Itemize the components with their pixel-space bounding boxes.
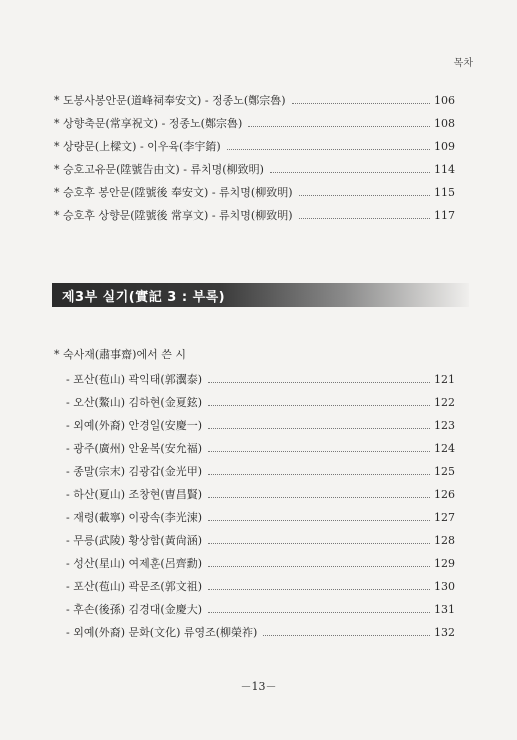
toc-entry-title: * 도봉사봉안문(道峰祠奉安文) - 정종노(鄭宗魯) <box>54 94 286 107</box>
toc-entry-page: 131 <box>434 603 455 616</box>
toc-entry-title: * 승호고유문(陞號告由文) - 류치명(柳致明) <box>54 163 264 176</box>
toc-entry-title: - 성산(星山) 여제훈(呂齊勳) <box>66 557 203 570</box>
toc-entry-page: 115 <box>434 186 455 199</box>
toc-entry-title: * 승호후 상향문(陞號後 常享文) - 류치명(柳致明) <box>54 209 293 222</box>
dot-leader <box>208 428 430 429</box>
toc-entry-page: 128 <box>434 534 455 547</box>
toc-entry-title: - 오산(鰲山) 김하현(金夏鉉) <box>66 396 203 409</box>
toc-entry <box>0 441 517 457</box>
toc-entry-title: - 외예(外裔) 안경일(安慶一) <box>66 419 203 432</box>
toc-entry-title: - 광주(廣州) 안윤복(安允福) <box>66 442 203 455</box>
dot-leader <box>208 520 430 521</box>
toc-entry-page: 106 <box>434 94 455 107</box>
toc-entry-title: * 상향축문(常享祝文) - 정종노(鄭宗魯) <box>54 117 243 130</box>
header-label: 목차 <box>453 58 473 69</box>
dot-leader <box>299 195 430 196</box>
toc-entry-page: 129 <box>434 557 455 570</box>
toc-entry-title: - 외예(外裔) 문화(文化) 류영조(柳榮祚) <box>66 626 258 639</box>
section-banner <box>52 283 469 307</box>
footer-page-number: －13－ <box>240 680 277 693</box>
toc-entry-page: 108 <box>434 117 455 130</box>
toc-entry-page: 124 <box>434 442 455 455</box>
dot-leader <box>263 635 430 636</box>
toc-entry <box>0 418 517 434</box>
toc-entry-page: 122 <box>434 396 455 409</box>
dot-leader <box>299 218 430 219</box>
toc-entry <box>0 510 517 526</box>
toc-entry <box>0 208 517 224</box>
dot-leader <box>208 612 430 613</box>
toc-entry-title: - 포산(苞山) 곽문조(郭文祖) <box>66 580 203 593</box>
toc-entry <box>0 93 517 109</box>
dot-leader <box>208 543 430 544</box>
dot-leader <box>208 566 430 567</box>
toc-entry <box>0 139 517 155</box>
toc-entry <box>0 602 517 618</box>
toc-entry-page: 121 <box>434 373 455 386</box>
toc-entry <box>0 116 517 132</box>
section-title: 제3부 실기(實記 3 : 부록) <box>62 290 226 305</box>
group-heading: * 숙사재(肅事齋)에서 쓴 시 <box>54 348 186 361</box>
toc-entry-page: 109 <box>434 140 455 153</box>
toc-entry-title: - 종말(宗末) 김광갑(金光甲) <box>66 465 203 478</box>
toc-entry <box>0 533 517 549</box>
toc-entry-page: 117 <box>434 209 455 222</box>
toc-entry <box>0 185 517 201</box>
toc-entry-page: 126 <box>434 488 455 501</box>
toc-entry-page: 130 <box>434 580 455 593</box>
toc-entry-page: 132 <box>434 626 455 639</box>
toc-entry <box>0 579 517 595</box>
toc-entry <box>0 464 517 480</box>
toc-entry-page: 125 <box>434 465 455 478</box>
toc-entry-page: 114 <box>434 163 455 176</box>
toc-entry-page: 127 <box>434 511 455 524</box>
dot-leader <box>208 589 430 590</box>
dot-leader <box>292 103 430 104</box>
dot-leader <box>227 149 430 150</box>
dot-leader <box>270 172 430 173</box>
toc-entry-title: - 재령(載寧) 이광속(李光涑) <box>66 511 203 524</box>
dot-leader <box>248 126 430 127</box>
toc-entry-title: - 하산(夏山) 조창현(曺昌賢) <box>66 488 203 501</box>
dot-leader <box>208 497 430 498</box>
dot-leader <box>208 405 430 406</box>
dot-leader <box>208 451 430 452</box>
toc-entry <box>0 556 517 572</box>
toc-entry <box>0 372 517 388</box>
toc-entry-page: 123 <box>434 419 455 432</box>
toc-entry-title: - 무릉(武陵) 황상함(黃尙涵) <box>66 534 203 547</box>
toc-entry-title: * 상량문(上樑文) - 이우육(李宇錥) <box>54 140 221 153</box>
toc-entry <box>0 395 517 411</box>
toc-entry <box>0 625 517 641</box>
toc-entry-title: * 승호후 봉안문(陞號後 奉安文) - 류치명(柳致明) <box>54 186 293 199</box>
dot-leader <box>208 382 430 383</box>
dot-leader <box>208 474 430 475</box>
toc-entry <box>0 487 517 503</box>
toc-entry-title: - 후손(後孫) 김경대(金慶大) <box>66 603 203 616</box>
toc-entry <box>0 162 517 178</box>
toc-entry-title: - 포산(苞山) 곽익태(郭瀷泰) <box>66 373 203 386</box>
